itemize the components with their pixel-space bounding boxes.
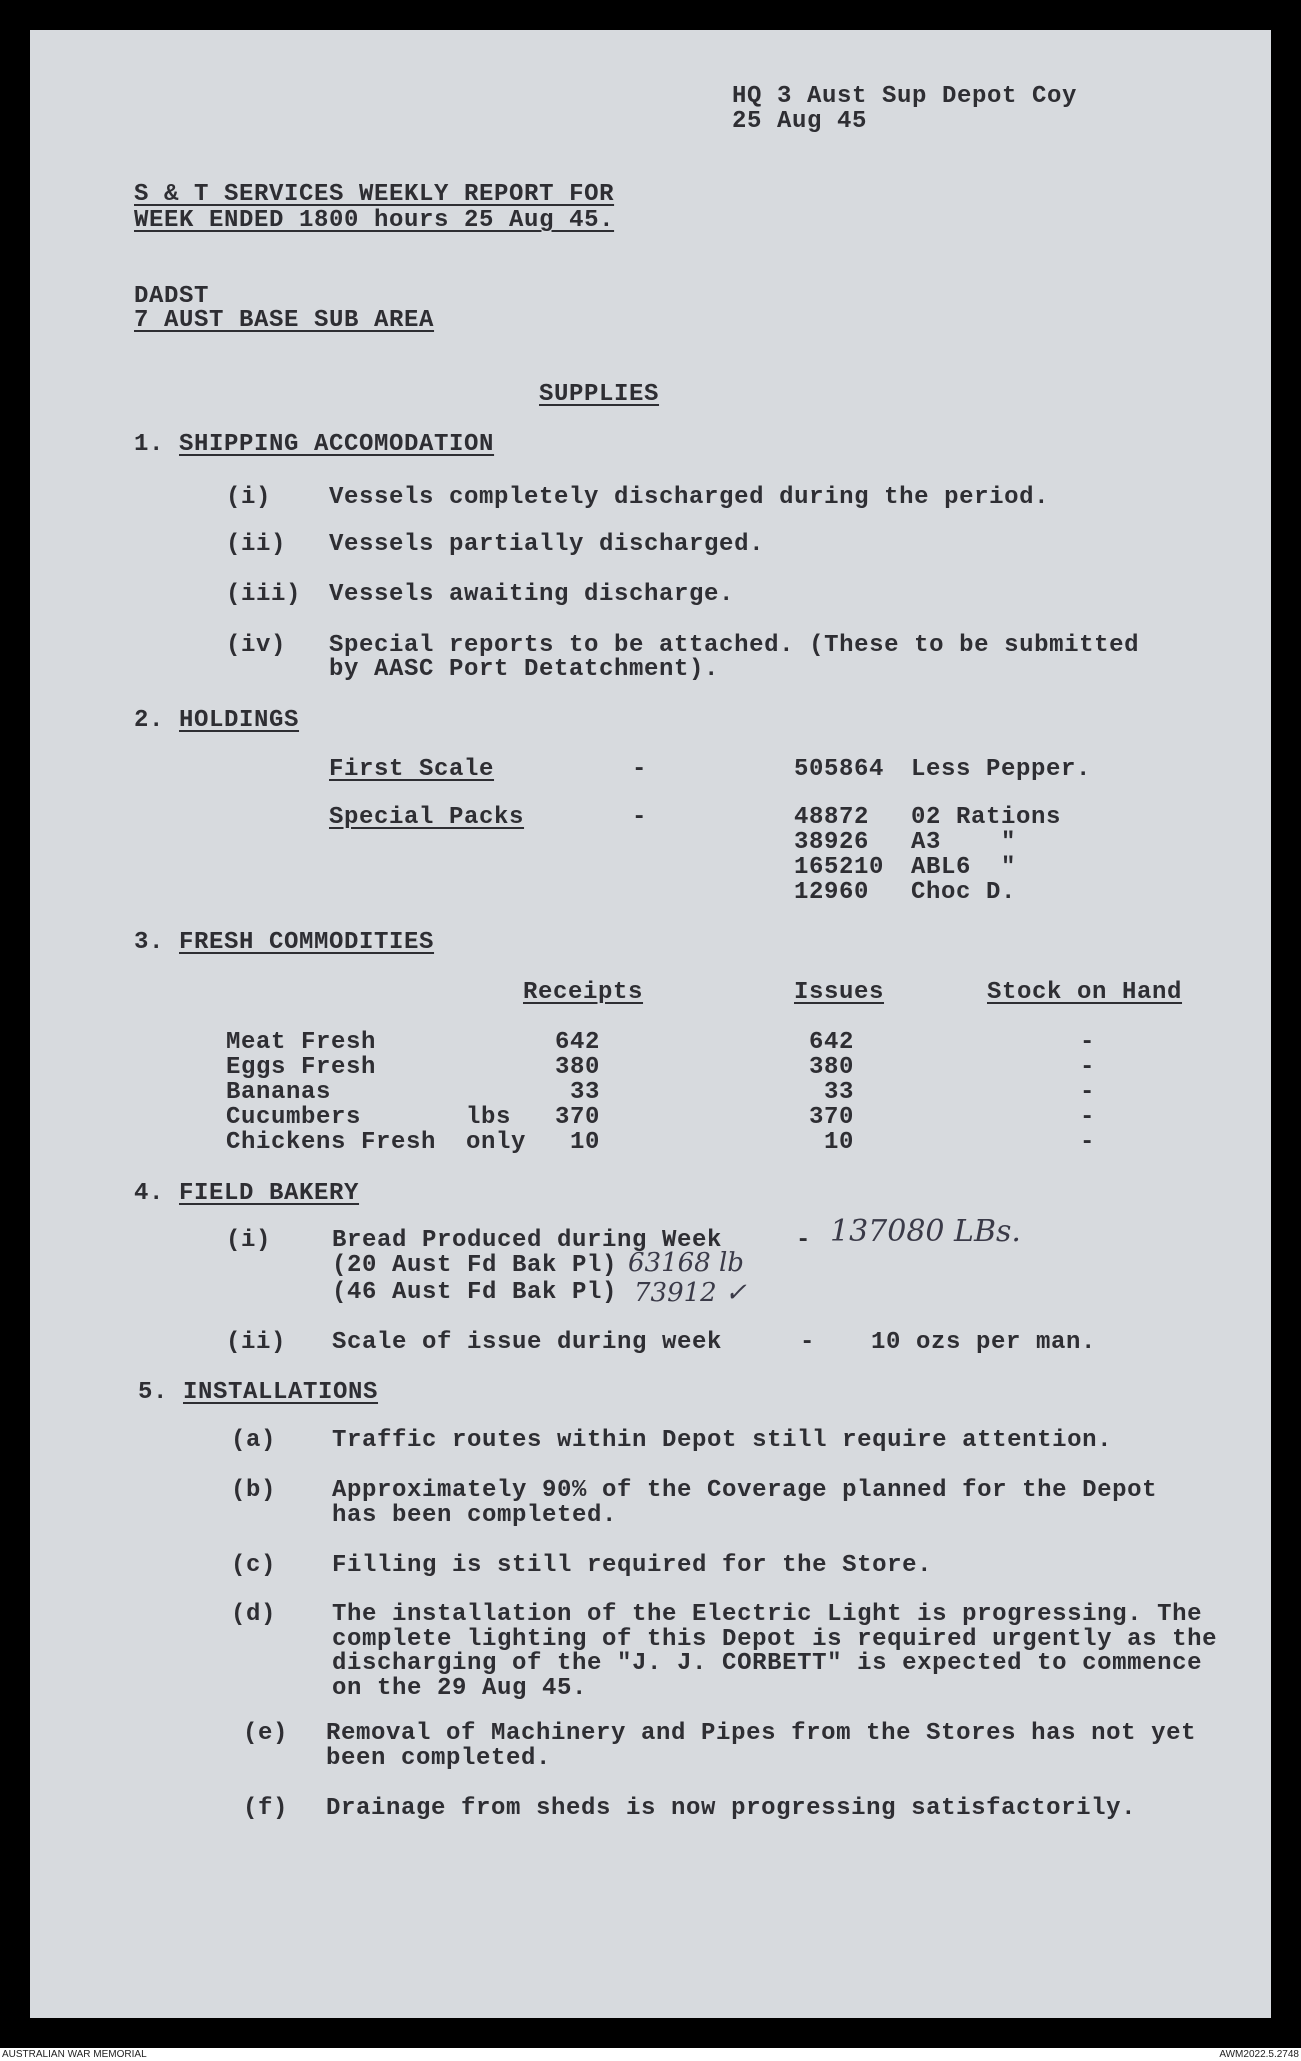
commodity-stock: -	[1080, 1079, 1096, 1106]
item-label: (d)	[231, 1601, 277, 1628]
item-text: Traffic routes within Depot still require attention.	[332, 1427, 1113, 1454]
s5-title: INSTALLATIONS	[183, 1379, 379, 1406]
commodity-unit: only	[466, 1129, 527, 1156]
report-title-2: WEEK ENDED 1800 hours 25 Aug 45.	[134, 207, 615, 234]
item-label: (ii)	[226, 531, 287, 558]
item-label: (ii)	[226, 1329, 287, 1356]
s4-number: 4.	[134, 1180, 165, 1207]
holding-desc: Less Pepper.	[911, 756, 1092, 783]
commodity-name: Cucumbers	[226, 1104, 362, 1131]
commodity-receipts: 10	[569, 1129, 600, 1156]
commodity-issues: 33	[823, 1079, 854, 1106]
commodity-stock: -	[1080, 1054, 1096, 1081]
item-text: Bread Produced during Week	[332, 1227, 723, 1254]
holding-value: 505864	[794, 756, 885, 783]
holding-value: 12960	[794, 879, 870, 906]
commodity-name: Eggs Fresh	[226, 1054, 377, 1081]
item-text: (46 Aust Fd Bak Pl)	[332, 1279, 618, 1306]
item-text: Scale of issue during week	[332, 1329, 723, 1356]
commodity-receipts: 33	[569, 1079, 600, 1106]
footer-left: AUSTRALIAN WAR MEMORIAL	[2, 2049, 147, 2060]
s2-number: 2.	[134, 707, 165, 734]
special-packs-label: Special Packs	[329, 804, 525, 831]
header-date: 25 Aug 45	[732, 108, 868, 135]
item-text: complete lighting of this Depot is required urgently as the	[332, 1625, 1218, 1653]
item-label: (i)	[226, 1227, 272, 1254]
item-text: discharging of the "J. J. CORBETT" is expected to commence	[332, 1650, 1203, 1677]
addressee-2: 7 AUST BASE SUB AREA	[134, 307, 435, 334]
item-label: (b)	[231, 1477, 277, 1504]
report-title-1: S & T SERVICES WEEKLY REPORT FOR	[134, 181, 615, 208]
holding-value: 48872	[794, 804, 870, 831]
footer-right: AWM2022.5.2748	[1219, 2049, 1299, 2060]
handwritten-value: 63168 lb	[628, 1248, 744, 1278]
item-text: Removal of Machinery and Pipes from the Stores has not yet	[326, 1720, 1197, 1747]
holding-desc: Choc D.	[911, 879, 1017, 906]
dash: -	[632, 804, 648, 831]
s1-number: 1.	[134, 431, 165, 458]
item-text: been completed.	[326, 1744, 552, 1772]
commodity-name: Chickens Fresh	[226, 1129, 437, 1156]
item-text: Special reports to be attached. (These to be submitted	[329, 632, 1140, 659]
handwritten-total: 137080 LBs.	[830, 1214, 1021, 1249]
holding-desc: A3 "	[911, 829, 1017, 856]
addressee-1: DADST	[134, 283, 210, 310]
item-text: Drainage from sheds is now progressing satisfactorily.	[326, 1795, 1137, 1822]
header-issues: Issues	[794, 979, 885, 1006]
commodity-receipts: 370	[554, 1104, 600, 1131]
item-value: 10 ozs per man.	[871, 1329, 1097, 1356]
commodity-issues: 370	[808, 1104, 854, 1131]
commodity-unit: lbs	[466, 1104, 512, 1131]
commodity-receipts: 642	[554, 1029, 600, 1056]
item-text: on the 29 Aug 45.	[332, 1674, 588, 1702]
header-receipts: Receipts	[523, 979, 644, 1006]
commodity-stock: -	[1080, 1129, 1096, 1156]
dash: -	[800, 1329, 816, 1356]
item-text: Approximately 90% of the Coverage planned for the Depot	[332, 1477, 1158, 1504]
item-label: (i)	[226, 484, 272, 511]
item-label: (e)	[243, 1720, 289, 1747]
holding-desc: ABL6 "	[911, 854, 1017, 881]
item-text: Vessels awaiting discharge.	[329, 581, 735, 608]
s2-title: HOLDINGS	[179, 707, 300, 734]
commodity-name: Meat Fresh	[226, 1029, 377, 1056]
holding-value: 38926	[794, 829, 870, 856]
commodity-stock: -	[1080, 1029, 1096, 1056]
dash: -	[796, 1227, 812, 1254]
item-text: Filling is still required for the Store.	[332, 1552, 933, 1579]
header-unit: HQ 3 Aust Sup Depot Coy	[732, 83, 1078, 110]
item-label: (f)	[243, 1795, 289, 1822]
section-title: SUPPLIES	[539, 381, 660, 408]
item-label: (iv)	[226, 632, 287, 659]
handwritten-value: 73912 ✓	[634, 1278, 747, 1308]
s3-number: 3.	[134, 929, 165, 956]
s1-title: SHIPPING ACCOMODATION	[179, 431, 495, 458]
item-label: (c)	[231, 1552, 277, 1579]
item-label: (a)	[231, 1427, 277, 1454]
commodity-issues: 642	[808, 1029, 854, 1056]
commodity-issues: 380	[808, 1054, 854, 1081]
first-scale-label: First Scale	[329, 756, 495, 783]
commodity-issues: 10	[823, 1129, 854, 1156]
item-text: (20 Aust Fd Bak Pl)	[332, 1252, 618, 1279]
item-text: The installation of the Electric Light is progressing. The	[332, 1601, 1203, 1628]
s5-number: 5.	[138, 1379, 169, 1406]
item-label: (iii)	[226, 581, 302, 608]
item-text: Vessels partially discharged.	[329, 531, 765, 558]
s4-title: FIELD BAKERY	[179, 1180, 360, 1207]
dash: -	[632, 756, 648, 783]
commodity-name: Bananas	[226, 1079, 332, 1106]
commodity-receipts: 380	[554, 1054, 600, 1081]
item-text: has been completed.	[332, 1501, 618, 1529]
s3-title: FRESH COMMODITIES	[179, 929, 435, 956]
commodity-stock: -	[1080, 1104, 1096, 1131]
item-text: Vessels completely discharged during the period.	[329, 484, 1050, 511]
holding-desc: 02 Rations	[911, 804, 1062, 831]
holding-value: 165210	[794, 854, 885, 881]
header-stock: Stock on Hand	[987, 979, 1183, 1006]
item-text: by AASC Port Detatchment).	[329, 656, 720, 683]
